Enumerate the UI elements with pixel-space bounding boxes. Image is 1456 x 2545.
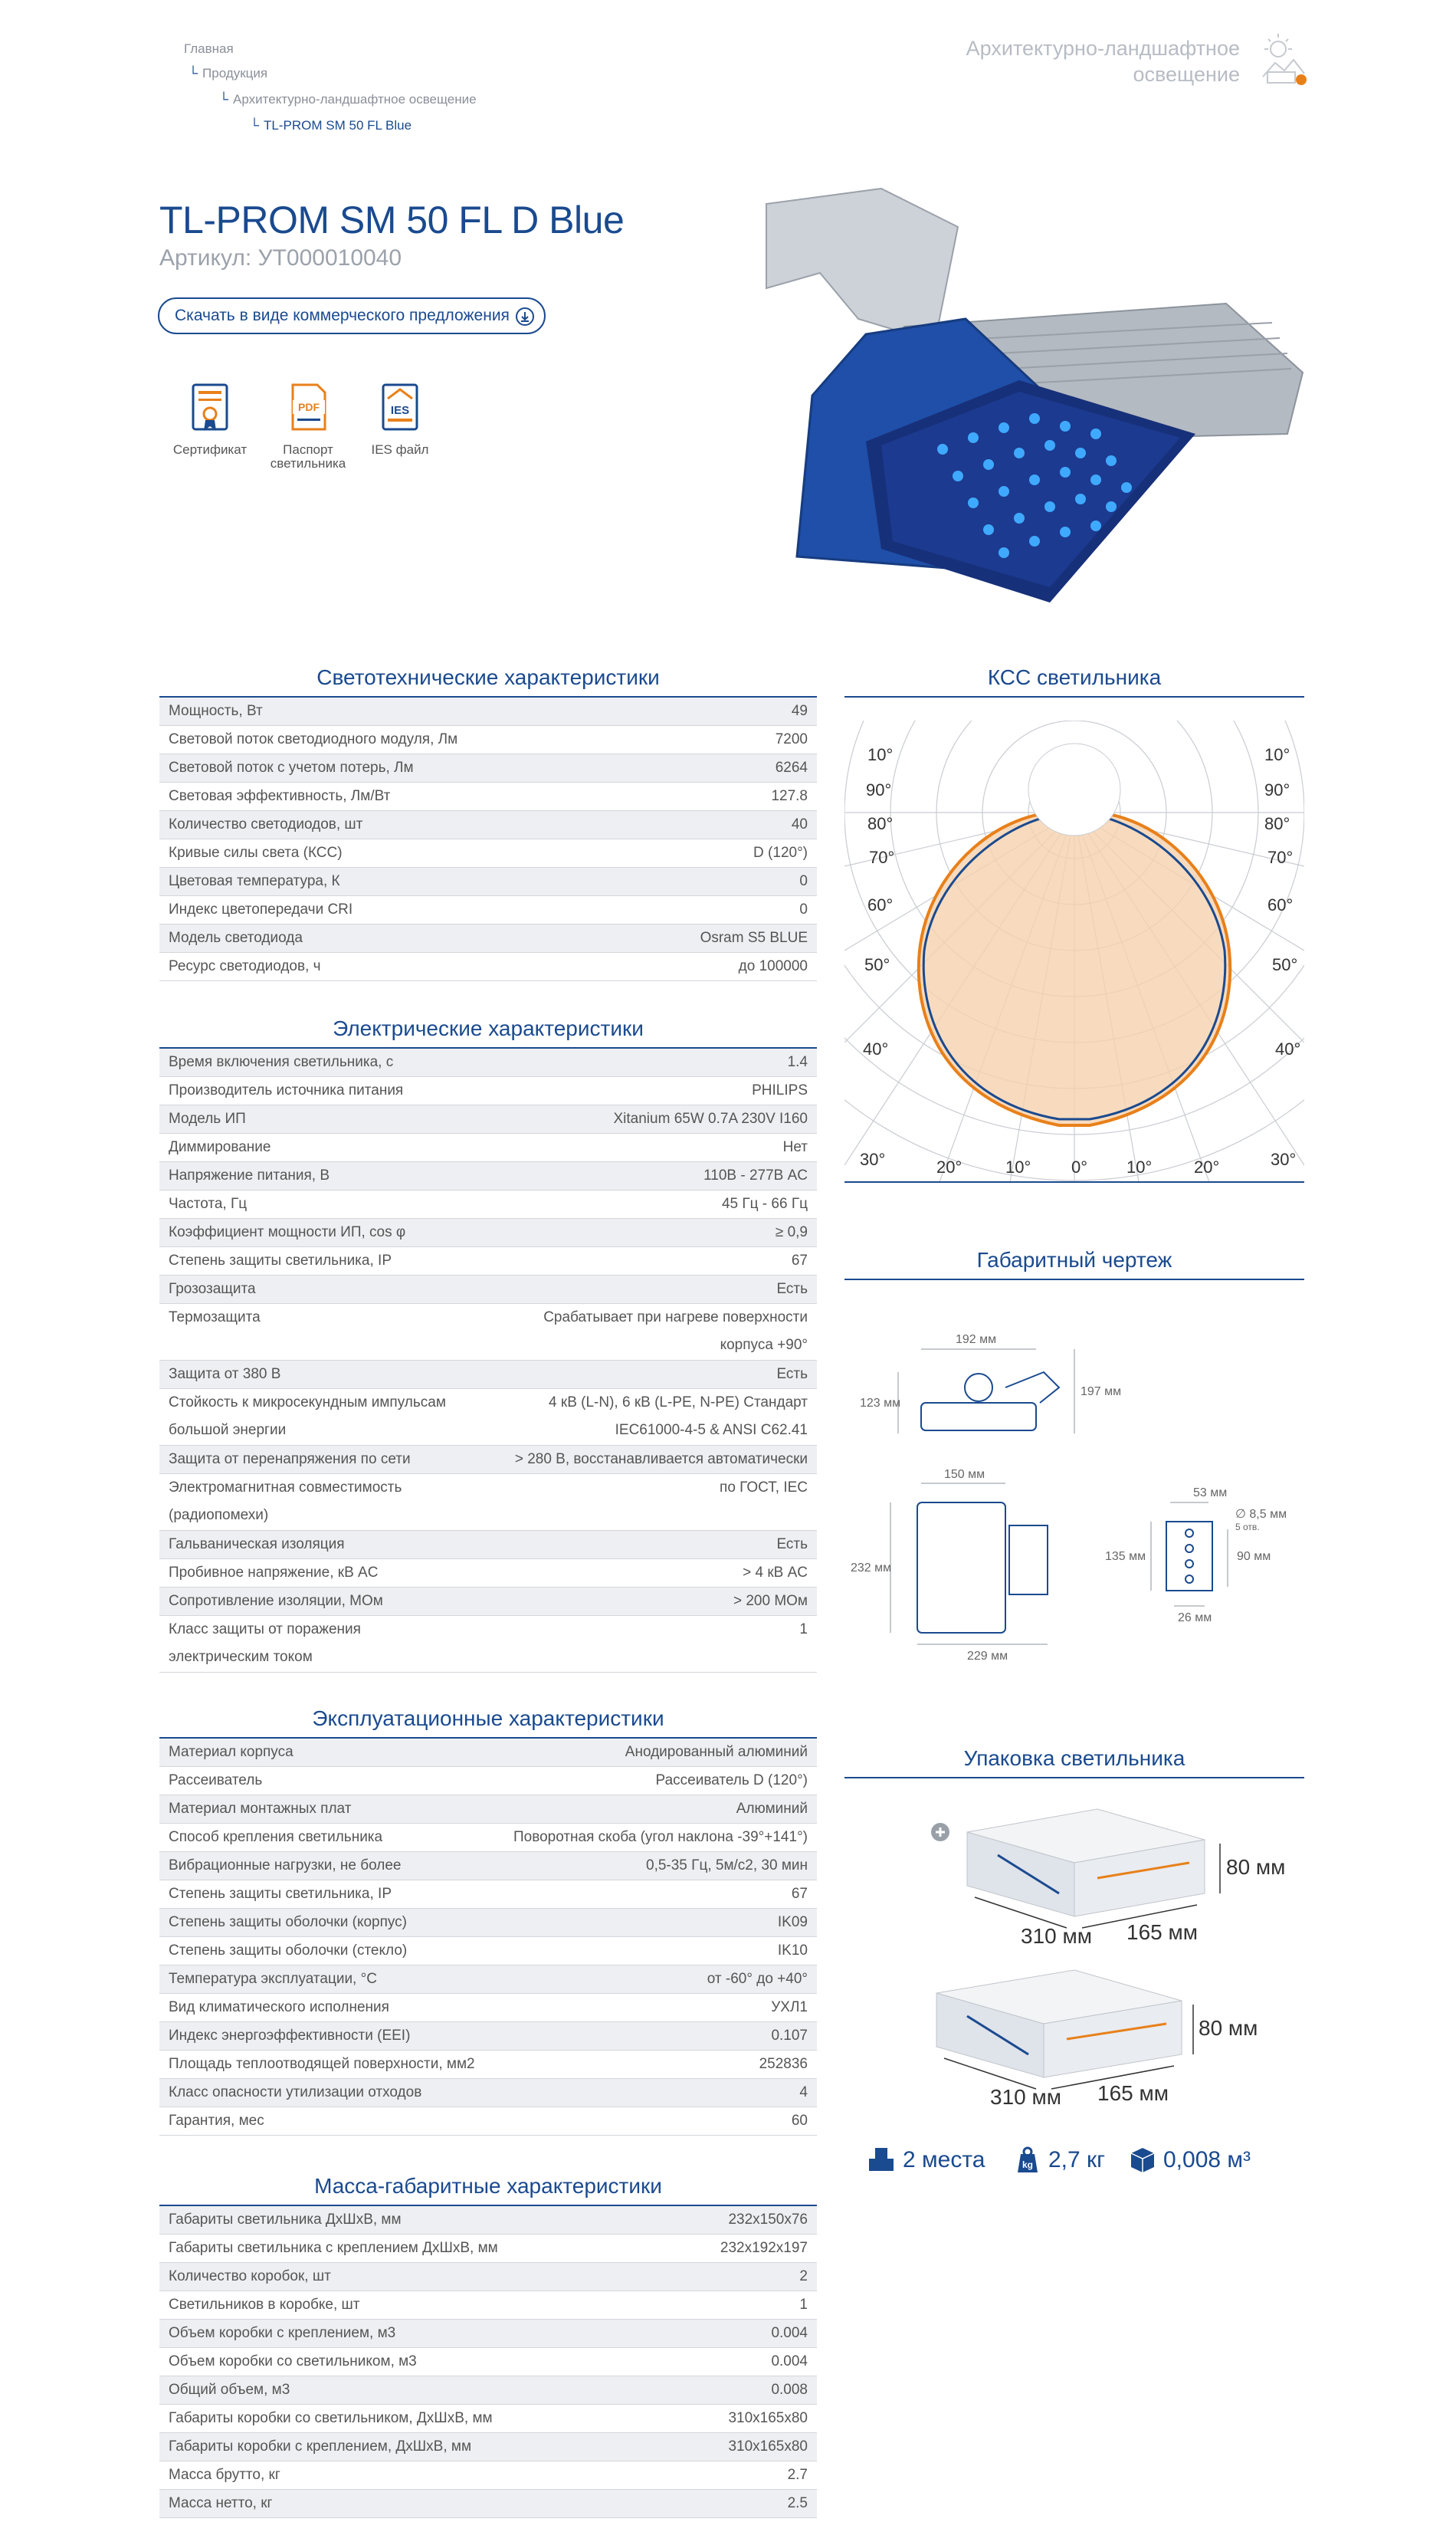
- spec-label: Световой поток с учетом потерь, Лм: [169, 760, 414, 776]
- spec-value: Срабатывает при нагреве поверхности корпуса +90°: [543, 1309, 808, 1353]
- spec-label: Термозащита: [169, 1309, 261, 1325]
- spec-value: 2.7: [787, 2467, 808, 2483]
- ksc-angle-label: 70°: [869, 848, 895, 867]
- ksc-angle-label: 90°: [866, 780, 892, 800]
- ksc-angle-label: 70°: [1267, 848, 1294, 867]
- box-dimension-label: 165 мм: [1126, 1920, 1198, 1944]
- product-title: TL-PROM SM 50 FL D Blue: [159, 199, 625, 241]
- packaging-places-value: 2 места: [903, 2147, 985, 2172]
- breadcrumb-corner: └: [250, 118, 260, 133]
- spec-value: от -60° до +40°: [707, 1971, 808, 1987]
- spec-value: 310x165x80: [728, 2438, 808, 2455]
- spec-row: [159, 1190, 817, 1219]
- spec-row: [159, 1795, 817, 1824]
- spec-value: 110В - 277В AC: [703, 1167, 808, 1184]
- pdf-icon: [285, 382, 331, 435]
- download-offer-label: Скачать в виде коммерческого предложения: [175, 307, 510, 324]
- dimensions-title: Габаритный чертеж: [976, 1248, 1172, 1272]
- ksc-angle-label: 50°: [1272, 955, 1298, 974]
- spec-value: 0: [799, 901, 808, 918]
- spec-row: [159, 1049, 817, 1077]
- spec-label: Материал монтажных плат: [169, 1801, 352, 1817]
- spec-label: Гальваническая изоляция: [169, 1536, 345, 1552]
- spec-value: 0.004: [771, 2353, 808, 2369]
- spec-row: [159, 1739, 817, 1767]
- spec-value: по ГОСТ, IEC: [720, 1479, 808, 1496]
- spec-value: 67: [791, 1253, 808, 1269]
- spec-label: Кривые силы света (КСС): [169, 845, 343, 861]
- spec-label: Световой поток светодиодного модуля, Лм: [169, 731, 458, 747]
- spec-label: Вид климатического исполнения: [169, 1999, 389, 2015]
- spec-value: УХЛ1: [771, 1999, 808, 2015]
- light-specs-title: Светотехнические характеристики: [316, 665, 660, 689]
- spec-row: [159, 1965, 817, 1994]
- passport-label-1: Паспорт: [283, 442, 333, 457]
- spec-label: Площадь теплоотводящей поверхности, мм2: [169, 2056, 475, 2072]
- breadcrumb-label: TL-PROM SM 50 FL Blue: [264, 118, 412, 133]
- ksc-angle-label: 80°: [1264, 814, 1290, 833]
- ksc-angle-label: 50°: [864, 955, 890, 974]
- electric-specs-title: Электрические характеристики: [333, 1016, 644, 1040]
- spec-label: Коэффициент мощности ИП, cos φ: [169, 1224, 406, 1240]
- spec-row: [159, 2405, 817, 2433]
- spec-value: Osram S5 BLUE: [700, 930, 808, 946]
- spec-value: Алюминий: [736, 1801, 808, 1817]
- spec-value: 4: [799, 2084, 808, 2100]
- spec-label: Класс опасности утилизации отходов: [169, 2084, 422, 2100]
- dimension-label: 232 мм: [851, 1561, 892, 1575]
- spec-row: [159, 754, 817, 783]
- spec-label: Габариты коробки со светильником, ДхШхВ, мм: [169, 2410, 493, 2426]
- spec-row: [159, 1616, 817, 1673]
- spec-label: Степень защиты оболочки (стекло): [169, 1942, 408, 1959]
- spec-row: [159, 1937, 817, 1965]
- pdf-icon-text: PDF: [298, 401, 320, 413]
- operation-specs-table: [159, 1739, 817, 2136]
- spec-label: Индекс энергоэффективности (EEI): [169, 2028, 411, 2044]
- ies-label: IES файл: [371, 442, 429, 457]
- certificate-icon: [187, 382, 233, 435]
- spec-row: [159, 1219, 817, 1247]
- spec-value: 0.004: [771, 2325, 808, 2341]
- mass-specs-title: Масса-габаритные характеристики: [314, 2174, 662, 2198]
- spec-value: Нет: [782, 1139, 808, 1155]
- ksc-polar-diagram: [844, 721, 1304, 1182]
- category-title: [966, 35, 1240, 87]
- spec-row: [159, 1162, 817, 1190]
- ksc-angle-label: 10°: [1126, 1158, 1153, 1177]
- dimension-label: 150 мм: [944, 1468, 985, 1481]
- box-dimension-label: 310 мм: [1021, 1924, 1092, 1948]
- packaging-volume-value: 0,008 м³: [1163, 2147, 1251, 2172]
- spec-label: Сопротивление изоляции, МОм: [169, 1593, 383, 1609]
- mass-specs-table: [159, 2206, 817, 2518]
- spec-value: 1: [799, 1621, 808, 1637]
- electric-specs-table: [159, 1049, 817, 1673]
- dimension-label: 90 мм: [1237, 1550, 1271, 1563]
- spec-label: Электромагнитная совместимость (радиопомехи): [169, 1479, 402, 1523]
- dimension-label: 123 мм: [860, 1397, 901, 1410]
- spec-row: [159, 1134, 817, 1162]
- spec-value: 252836: [759, 2056, 808, 2072]
- ksc-angle-label: 20°: [1194, 1158, 1220, 1177]
- spec-value: 127.8: [771, 788, 808, 804]
- spec-value: 1: [799, 2297, 808, 2313]
- spec-label: Степень защиты светильника, IP: [169, 1253, 392, 1269]
- ksc-title: КСС светильника: [987, 665, 1162, 689]
- breadcrumb-corner: └: [219, 92, 229, 107]
- spec-value: Рассеиватель D (120°): [655, 1772, 808, 1788]
- spec-label: Гарантия, мес: [169, 2113, 264, 2129]
- spec-label: Модель светодиода: [169, 930, 303, 946]
- breadcrumb-label: Продукция: [202, 66, 268, 80]
- spec-label: Степень защиты оболочки (корпус): [169, 1914, 408, 1930]
- ksc-angle-label: 90°: [1264, 780, 1290, 800]
- spec-label: Объем коробки со светильником, м3: [169, 2353, 417, 2369]
- spec-value: D (120°): [753, 845, 808, 861]
- spec-row: [159, 2107, 817, 2136]
- spec-label: Вибрационные нагрузки, не более: [169, 1857, 402, 1873]
- spec-label: Модель ИП: [169, 1111, 246, 1127]
- light-specs-table: [159, 698, 817, 981]
- spec-value: 232x150x76: [728, 2212, 808, 2228]
- ksc-angle-label: 30°: [860, 1150, 886, 1169]
- spec-row: [159, 1588, 817, 1616]
- spec-row: [159, 1994, 817, 2022]
- cube-icon: [1130, 2146, 1156, 2174]
- spec-value: 6264: [775, 760, 808, 776]
- spec-label: Грозозащита: [169, 1281, 256, 1297]
- spec-value: ≥ 0,9: [775, 1224, 808, 1240]
- spec-value: 2.5: [787, 2495, 808, 2511]
- download-icon: [515, 307, 535, 327]
- spec-row: [159, 2263, 817, 2291]
- spec-row: [159, 1824, 817, 1852]
- product-photo: [766, 189, 1318, 641]
- spec-label: Световая эффективность, Лм/Вт: [169, 788, 391, 804]
- product-article: Артикул: УТ000010040: [159, 245, 402, 271]
- spec-row: [159, 1389, 817, 1446]
- spec-value: Поворотная скоба (угол наклона -39°+141°): [513, 1829, 808, 1845]
- spec-label: Способ крепления светильника: [169, 1829, 383, 1845]
- spec-value: Анодированный алюминий: [625, 1744, 808, 1760]
- spec-label: Рассеиватель: [169, 1772, 263, 1788]
- spec-row: [159, 2206, 817, 2235]
- ksc-angle-label: 60°: [1267, 895, 1294, 915]
- spec-row: [159, 1304, 817, 1361]
- ies-file-link[interactable]: [354, 382, 446, 457]
- spec-value: 7200: [775, 731, 808, 747]
- dimension-label: 53 мм: [1193, 1486, 1228, 1499]
- breadcrumb-category[interactable]: [219, 92, 477, 107]
- spec-row: [159, 1077, 817, 1105]
- spec-value: 2: [799, 2268, 808, 2284]
- ksc-angle-label: 20°: [936, 1158, 962, 1177]
- dimension-label: ∅ 8,5 мм: [1235, 1508, 1287, 1521]
- spec-row: [159, 2320, 817, 2348]
- spec-label: Ресурс светодиодов, ч: [169, 958, 321, 974]
- packaging-weight: [1015, 2146, 1105, 2174]
- spec-row: [159, 1880, 817, 1909]
- spec-row: [159, 2376, 817, 2405]
- ksc-divider: [844, 696, 1304, 698]
- spec-value: PHILIPS: [752, 1082, 808, 1098]
- spec-label: Индекс цветопередачи CRI: [169, 901, 353, 918]
- ksc-angle-label: 30°: [1271, 1150, 1297, 1169]
- packaging-divider: [844, 1777, 1304, 1778]
- weight-icon-text: kg: [1021, 2159, 1034, 2170]
- dimension-drawing: [844, 1295, 1304, 1663]
- spec-row: [159, 2051, 817, 2079]
- spec-label: Класс защиты от поражения электрическим током: [169, 1621, 361, 1665]
- dimension-label: 229 мм: [967, 1650, 1008, 1663]
- spec-value: 4 кВ (L-N), 6 кВ (L-PE, N-PE) Стандарт IEC61000-4-5 & ANSI C62.41: [549, 1394, 808, 1438]
- passport-link[interactable]: [262, 382, 354, 471]
- spec-row: [159, 1531, 817, 1559]
- spec-label: Стойкость к микросекундным импульсам большой энергии: [169, 1394, 446, 1438]
- spec-label: Количество светодиодов, шт: [169, 816, 363, 832]
- dimension-label: 5 отв.: [1235, 1522, 1260, 1532]
- ksc-angle-label: 40°: [863, 1039, 889, 1059]
- spec-value: > 200 МОм: [733, 1593, 808, 1609]
- spec-label: Защита от перенапряжения по сети: [169, 1451, 411, 1467]
- spec-row: [159, 1105, 817, 1134]
- spec-value: 1.4: [787, 1054, 808, 1070]
- landscape-lighting-icon: [1260, 29, 1307, 86]
- spec-row: [159, 2348, 817, 2376]
- certificate-link[interactable]: [164, 382, 256, 457]
- dimension-label: 135 мм: [1105, 1550, 1146, 1563]
- spec-row: [159, 1361, 817, 1389]
- spec-row: [159, 868, 817, 896]
- spec-label: Количество коробок, шт: [169, 2268, 331, 2284]
- spec-label: Светильников в коробке, шт: [169, 2297, 360, 2313]
- spec-row: [159, 1474, 817, 1531]
- certificate-label: Сертификат: [172, 442, 248, 457]
- spec-value: > 280 В, восстанавливается автоматически: [514, 1451, 808, 1467]
- passport-label-2: светильника: [270, 456, 346, 471]
- spec-value: 0.107: [771, 2028, 808, 2044]
- category-title-line2: освещение: [1133, 63, 1240, 86]
- spec-row: [159, 2461, 817, 2490]
- spec-label: Температура эксплуатации, °С: [169, 1971, 377, 1987]
- spec-label: Общий объем, м3: [169, 2382, 290, 2398]
- packaging-illustration: [844, 1809, 1304, 2146]
- packaging-volume: [1130, 2146, 1251, 2174]
- spec-row: [159, 2433, 817, 2461]
- spec-label: Диммирование: [169, 1139, 271, 1155]
- spec-label: Степень защиты светильника, IP: [169, 1886, 392, 1902]
- spec-row: [159, 726, 817, 754]
- ksc-angle-label: 10°: [1005, 1158, 1031, 1177]
- spec-row: [159, 1276, 817, 1304]
- spec-row: [159, 2291, 817, 2320]
- spec-label: Пробивное напряжение, кВ AC: [169, 1565, 379, 1581]
- dimensions-divider: [844, 1279, 1304, 1280]
- spec-label: Габариты светильника ДхШхВ, мм: [169, 2212, 402, 2228]
- download-offer-button[interactable]: [158, 297, 546, 334]
- spec-row: [159, 896, 817, 924]
- ies-icon-text: IES: [390, 404, 410, 417]
- spec-label: Масса брутто, кг: [169, 2467, 280, 2483]
- spec-label: Материал корпуса: [169, 1744, 293, 1760]
- spec-value: 60: [791, 2113, 808, 2129]
- spec-row: [159, 924, 817, 953]
- spec-value: 40: [791, 816, 808, 832]
- spec-label: Производитель источника питания: [169, 1082, 404, 1098]
- breadcrumb-products[interactable]: [189, 66, 267, 81]
- ksc-angle-label: 80°: [867, 814, 894, 833]
- spec-value: Есть: [776, 1536, 808, 1552]
- spec-label: Цветовая температура, К: [169, 873, 340, 889]
- ksc-angle-label: 40°: [1275, 1039, 1301, 1059]
- spec-label: Напряжение питания, В: [169, 1167, 330, 1184]
- spec-value: 67: [791, 1886, 808, 1902]
- spec-label: Габариты коробки с креплением, ДхШхВ, мм: [169, 2438, 472, 2455]
- ies-icon: [377, 382, 423, 435]
- spec-row: [159, 1909, 817, 1937]
- spec-row: [159, 811, 817, 839]
- box-dimension-label: 80 мм: [1199, 2016, 1258, 2040]
- spec-row: [159, 1446, 817, 1474]
- spec-value: 45 Гц - 66 Гц: [721, 1196, 808, 1212]
- spec-row: [159, 1852, 817, 1880]
- spec-value: Есть: [776, 1281, 808, 1297]
- breadcrumb-corner: └: [189, 66, 198, 80]
- ksc-angle-label: 0°: [1071, 1158, 1088, 1177]
- spec-value: 310x165x80: [728, 2410, 808, 2426]
- spec-value: IK10: [777, 1942, 808, 1959]
- spec-row: [159, 2235, 817, 2263]
- spec-label: Защита от 380 В: [169, 1366, 281, 1382]
- spec-label: Время включения светильника, с: [169, 1054, 394, 1070]
- breadcrumb-label: Архитектурно-ландшафтное освещение: [233, 92, 477, 107]
- spec-label: Мощность, Вт: [169, 703, 263, 719]
- spec-value: IK09: [777, 1914, 808, 1930]
- spec-value: 49: [791, 703, 808, 719]
- breadcrumb-current: [250, 118, 412, 133]
- spec-row: [159, 839, 817, 868]
- box-dimension-label: 80 мм: [1226, 1855, 1286, 1879]
- spec-value: 0: [799, 873, 808, 889]
- dimension-label: 26 мм: [1178, 1611, 1212, 1624]
- category-title-line1: Архитектурно-ландшафтное: [966, 37, 1240, 60]
- spec-row: [159, 953, 817, 981]
- spec-value: Есть: [776, 1366, 808, 1382]
- box-dimension-label: 165 мм: [1097, 2081, 1169, 2105]
- breadcrumb-home[interactable]: Главная: [184, 41, 234, 56]
- spec-value: Xitanium 65W 0.7A 230V I160: [613, 1111, 808, 1127]
- packaging-weight-value: 2,7 кг: [1048, 2147, 1106, 2172]
- spec-row: [159, 1247, 817, 1276]
- box-dimension-label: 310 мм: [990, 2085, 1061, 2109]
- spec-row: [159, 2079, 817, 2107]
- packaging-title: Упаковка светильника: [963, 1746, 1185, 1770]
- boxes-icon: [867, 2146, 895, 2174]
- dimension-label: 192 мм: [956, 1333, 997, 1346]
- packaging-places: [867, 2146, 985, 2174]
- spec-value: 0.008: [771, 2382, 808, 2398]
- spec-row: [159, 1767, 817, 1795]
- dimension-label: 197 мм: [1081, 1385, 1122, 1398]
- spec-row: [159, 2022, 817, 2051]
- ksc-angle-label: 10°: [867, 745, 894, 764]
- spec-label: Масса нетто, кг: [169, 2495, 273, 2511]
- spec-row: [159, 698, 817, 726]
- ksc-angle-label: 60°: [867, 895, 894, 915]
- spec-value: > 4 кВ AC: [743, 1565, 808, 1581]
- ksc-angle-label: 10°: [1264, 745, 1290, 764]
- spec-row: [159, 1559, 817, 1588]
- operation-specs-title: Эксплуатационные характеристики: [312, 1706, 664, 1730]
- spec-value: 232x192x197: [720, 2240, 808, 2256]
- spec-value: до 100000: [738, 958, 808, 974]
- spec-row: [159, 783, 817, 811]
- spec-label: Габариты светильника с креплением ДхШхВ, мм: [169, 2240, 498, 2256]
- spec-label: Частота, Гц: [169, 1196, 248, 1212]
- spec-label: Объем коробки с креплением, м3: [169, 2325, 396, 2341]
- spec-value: 0,5-35 Гц, 5м/с2, 30 мин: [646, 1857, 808, 1873]
- weight-icon: [1015, 2146, 1041, 2174]
- spec-row: [159, 2490, 817, 2518]
